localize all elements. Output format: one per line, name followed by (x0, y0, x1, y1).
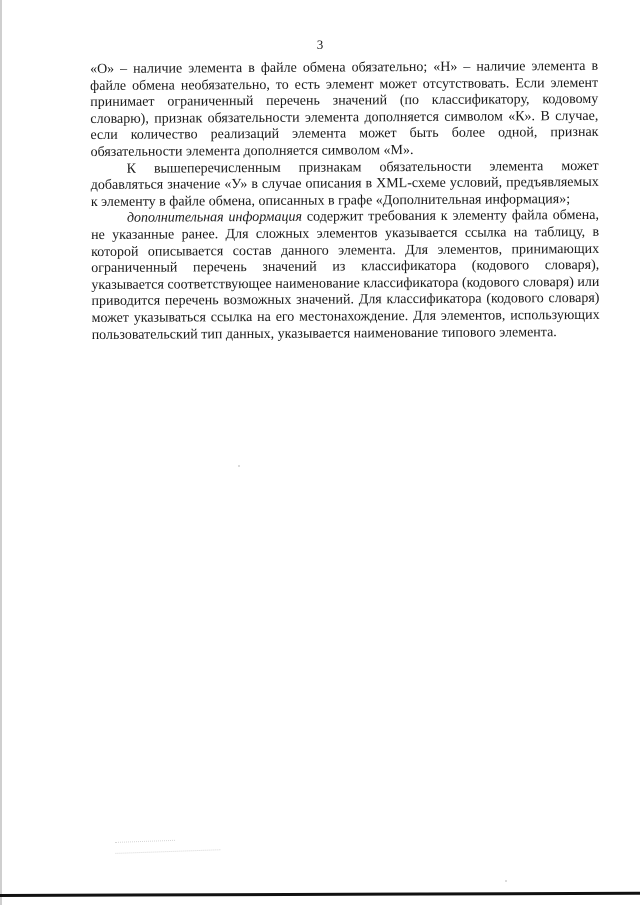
scan-speck (505, 880, 507, 882)
paragraph-obligation-flags: «О» – наличие элемента в файле обмена обязательно; «Н» – наличие элемента в файле обмена необязательно, то есть элемент может отсутствовать. Если элемент принимает ограниченный перечень значений (по классификатору, кодовому словарю), признак обязательности элемента дополняется символом «К». В случае, если количество реализаций элемента может быть более одной, признак обязательности элемента дополняется символом «М». (90, 58, 599, 160)
scan-edge-bottom (0, 892, 640, 897)
paragraph-condition-flag: К вышеперечисленным признакам обязательности элемента может добавляться значение «У» в случае описания в XML-схеме условий, предъявляемых к элементу в файле обмена, описанных в графе «Дополнительная информация»; (90, 158, 599, 210)
page-number: 3 (316, 37, 324, 52)
additional-info-description: содержит требования к элементу файла обмена, не указанные ранее. Для сложных элементов указывается ссылка на таблицу, в которой описывается состав данного элемента. Для элементов, принимающих ограниченный перечень значений из классификатора (кодового словаря), указывается соответствующее наименование классификатора (кодового словаря) или приводится перечень возможных значений. Для классификатора (кодового словаря) может указываться ссылка на его местонахождение. Для элементов, использующих пользовательский тип данных, указывается наименование типового элемента. (91, 208, 600, 343)
scan-speck (238, 465, 240, 467)
term-additional-info: дополнительная информация (126, 210, 303, 227)
body-text (90, 59, 600, 344)
faint-scan-marks (115, 828, 226, 854)
paragraph-additional-info (91, 208, 600, 344)
scan-edge-left (0, 0, 2, 905)
